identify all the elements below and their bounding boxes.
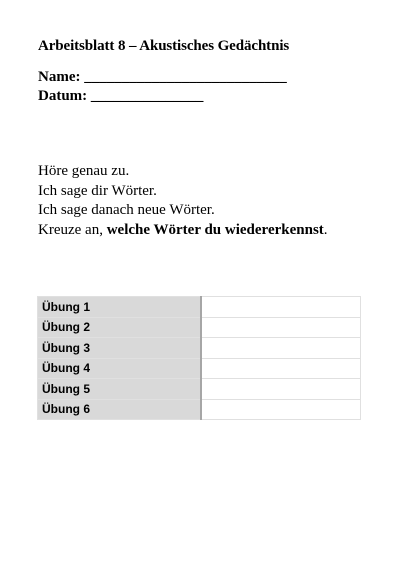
exercise-label: Übung 1 — [38, 297, 201, 318]
instruction-line-4-prefix: Kreuze an, — [38, 221, 107, 238]
exercise-label: Übung 6 — [38, 399, 201, 420]
instruction-line-1: Höre genau zu. — [38, 163, 130, 179]
instruction-line-4-suffix: . — [323, 221, 328, 238]
table-row — [38, 358, 361, 379]
exercise-answer-cell[interactable] — [201, 358, 361, 379]
date-field[interactable]: Datum: _______________ — [38, 88, 204, 104]
table-row — [38, 297, 361, 318]
exercise-answer-cell[interactable] — [201, 338, 361, 359]
exercise-answer-cell[interactable] — [201, 317, 361, 338]
instructions-block — [38, 162, 328, 240]
exercise-answer-cell[interactable] — [201, 379, 361, 400]
name-field[interactable]: Name: ___________________________ — [38, 69, 287, 85]
instruction-line-4 — [38, 221, 328, 241]
exercise-label: Übung 4 — [38, 358, 201, 379]
instruction-line-3: Ich sage danach neue Wörter. — [38, 202, 215, 218]
exercise-label: Übung 2 — [38, 317, 201, 338]
exercise-label: Übung 5 — [38, 379, 201, 400]
exercise-label: Übung 3 — [38, 338, 201, 359]
table-row — [38, 399, 361, 420]
exercise-table — [37, 296, 361, 420]
table-row — [38, 317, 361, 338]
exercise-answer-cell[interactable] — [201, 399, 361, 420]
instruction-line-4-bold: welche Wörter du wiedererkennst — [106, 221, 324, 238]
table-row — [38, 338, 361, 359]
exercise-answer-cell[interactable] — [201, 297, 361, 318]
instruction-line-2: Ich sage dir Wörter. — [38, 182, 157, 199]
table-row — [38, 379, 361, 400]
worksheet-title: Arbeitsblatt 8 – Akustisches Gedächtnis — [38, 38, 290, 54]
